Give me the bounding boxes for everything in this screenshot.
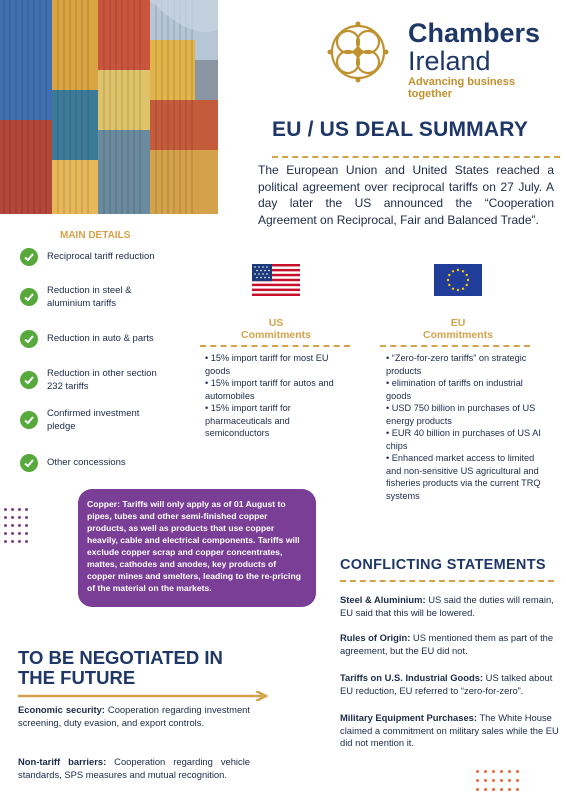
negotiated-item: [18, 756, 250, 781]
conflicting-item: [340, 594, 560, 619]
list-item: • 15% import tariff for autos and automobiles: [205, 378, 334, 401]
list-item: • elimination of tariffs on industrial goods: [386, 378, 523, 401]
main-detail-item: [20, 368, 180, 401]
conflicting-item: [340, 712, 560, 750]
main-detail-label: Reduction in steel & aluminium tariffs: [47, 285, 132, 309]
negotiated-item: [18, 704, 250, 729]
us-divider: [200, 345, 350, 347]
decorative-dots: [4, 508, 34, 558]
main-detail-label: Reciprocal tariff reduction: [47, 251, 155, 262]
eu-flag-icon: [434, 264, 482, 301]
main-details-title: MAIN DETAILS: [60, 230, 131, 241]
negotiated-text: Cooperation regarding investment screening, duty evasion, and export controls.: [18, 704, 250, 728]
main-detail-item: [20, 285, 180, 318]
hero-image-containers: [0, 0, 218, 214]
chambers-ireland-logo: [322, 16, 562, 100]
arrow-right-icon: [18, 688, 268, 698]
list-item: • “Zero-for-zero tariffs” on strategic products: [386, 353, 527, 376]
title-divider: [272, 156, 560, 158]
checkmark-icon: [20, 288, 38, 306]
main-detail-item: [20, 408, 180, 441]
negotiated-text: Cooperation regarding vehicle standards, SPS measures and mutual recognition.: [18, 756, 251, 780]
conflicting-divider: [340, 580, 554, 582]
logo-emblem-icon: [322, 16, 394, 88]
conflicting-item: [340, 632, 560, 657]
brand-name-line2: Ireland: [408, 46, 491, 76]
checkmark-icon: [20, 454, 38, 472]
eu-commitments-title: [410, 317, 506, 341]
main-detail-item: [20, 248, 180, 278]
list-item: • 15% import tariff for pharmaceuticals and semiconductors: [205, 403, 291, 438]
conflicting-label: Rules of Origin:: [340, 632, 411, 643]
copper-label: Copper:: [87, 499, 120, 509]
main-detail-item: [20, 330, 180, 360]
main-detail-label: Other concessions: [47, 457, 126, 468]
list-item: • 15% import tariff for most EU goods: [205, 353, 329, 376]
main-detail-label: Confirmed investment pledge: [47, 408, 140, 432]
conflicting-item: [340, 672, 560, 697]
list-item: • USD 750 billion in purchases of US energy products: [386, 403, 536, 426]
us-flag-icon: [252, 264, 300, 301]
us-commitments-title: [228, 317, 324, 341]
conflicting-label: Tariffs on U.S. Industrial Goods:: [340, 672, 484, 683]
list-item: • EUR 40 billion in purchases of US AI chips: [386, 428, 541, 451]
negotiated-label: Non-tariff barriers:: [18, 756, 107, 767]
checkmark-icon: [20, 330, 38, 348]
eu-title-line2: Commitments: [422, 329, 493, 341]
us-title-line2: Commitments: [240, 329, 311, 341]
checkmark-icon: [20, 411, 38, 429]
copper-text: Tariffs will only apply as of 01 August to pipes, tubes and other semi-finished copper products, as well as products that use copper heavily, cable and electrical components. Tariffs will exclude copper scrap and copper concentrates, mattes, cathodes and anodes, key products of copper mines and smelters, leading to the re-pricing of the material on the markets.: [87, 499, 301, 593]
conflicting-text: US mentioned them as part of the agreement, but the EU did not.: [340, 632, 554, 656]
us-title-line1: US: [268, 317, 284, 329]
checkmark-icon: [20, 371, 38, 389]
brand-name-line1: Chambers: [408, 18, 541, 48]
intro-paragraph: The European Union and United States reached a political agreement over reciprocal tariffs on 27 July. A day later the US announced the “Cooperation Agreement on Reciprocal, Fair and Balanced Trade”.: [258, 163, 554, 227]
negotiated-label: Economic security:: [18, 704, 105, 715]
main-detail-item: [20, 454, 180, 484]
eu-divider: [380, 345, 530, 347]
main-detail-label: Reduction in auto & parts: [47, 333, 154, 344]
main-detail-label: Reduction in other section 232 tariffs: [47, 368, 157, 392]
conflicting-text: US said the duties will remain, EU said that this will be lowered.: [340, 594, 554, 618]
conflicting-label: Steel & Aluminium:: [340, 594, 426, 605]
us-commitments-list: [205, 352, 345, 440]
conflicting-statements-title: CONFLICTING STATEMENTS: [340, 557, 546, 573]
list-item: • Enhanced market access to limited and non-sensitive US agricultural and fisheries products via the current TRQ systems: [386, 453, 541, 501]
copper-callout: [78, 489, 316, 607]
conflicting-text: US talked about EU reduction, EU referred to “zero-for-zero”.: [340, 672, 553, 696]
page-title: EU / US DEAL SUMMARY: [272, 118, 529, 141]
negotiated-title: TO BE NEGOTIATED IN THE FUTURE: [18, 647, 223, 688]
conflicting-label: Military Equipment Purchases:: [340, 712, 478, 723]
eu-title-line1: EU: [450, 317, 466, 329]
checkmark-icon: [20, 248, 38, 266]
decorative-dots: [476, 770, 536, 800]
eu-commitments-list: [386, 352, 548, 502]
brand-tagline: Advancing business together: [408, 76, 515, 100]
conflicting-text: The White House claimed a commitment on military sales while the EU did not mention it.: [340, 712, 559, 748]
